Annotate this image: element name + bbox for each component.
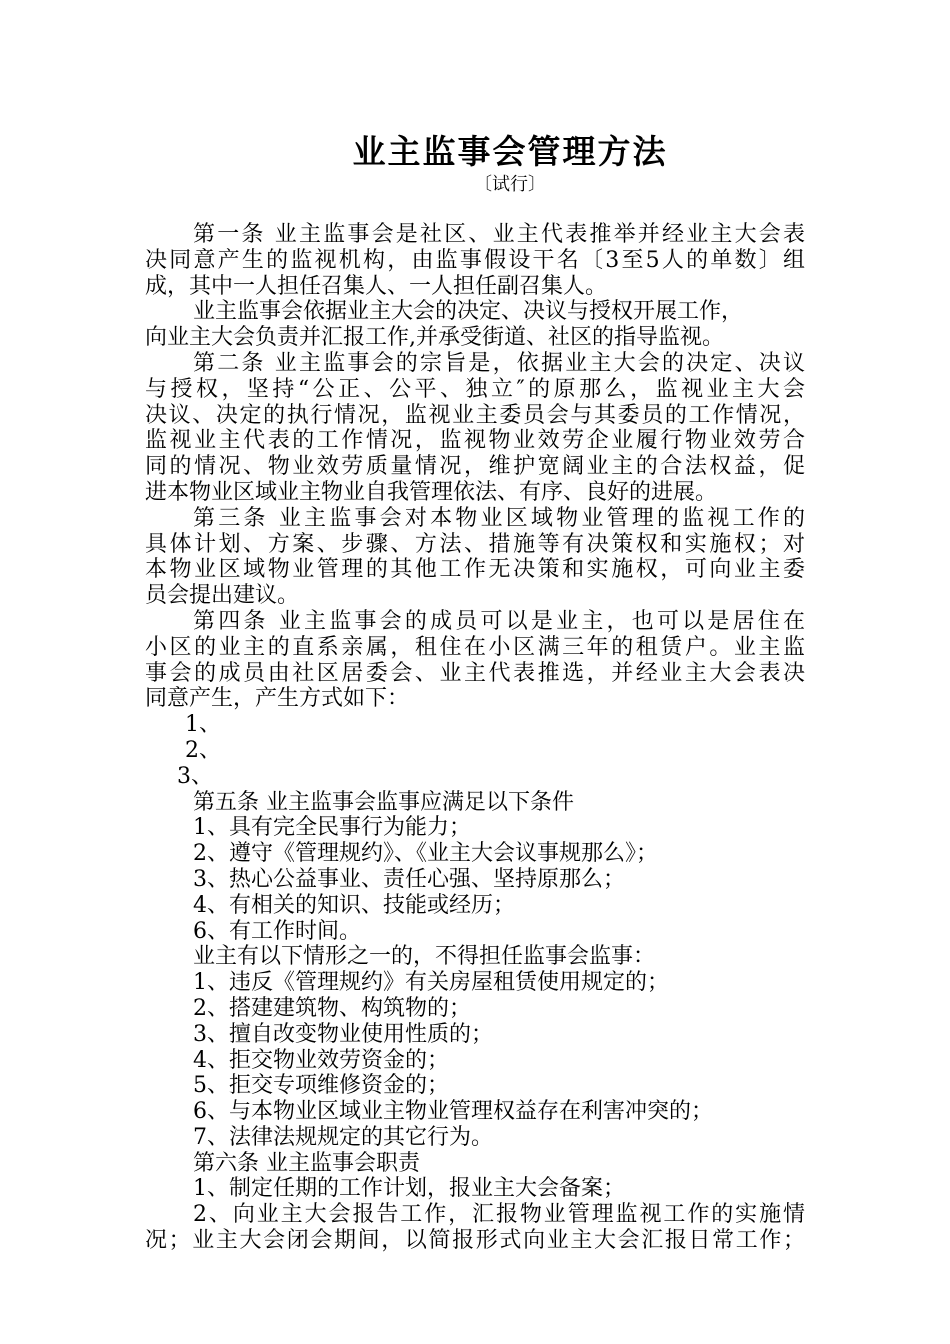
- text-line: 监视业主代表的工作情况，监视物业效劳企业履行物业效劳合: [145, 428, 805, 454]
- text-line: 与授权，坚持“公正、公平、独立″的原那么，监视业主大会: [145, 376, 805, 402]
- text-line: 2、搭建建筑物、构筑物的；: [193, 995, 471, 1021]
- text-line: 业主监事会依据业主大会的决定、决议与授权开展工作，: [193, 299, 744, 325]
- text-line: 1、制定任期的工作计划，报业主大会备案；: [193, 1176, 625, 1202]
- text-line: 小区的业主的直系亲属，租住在小区满三年的租赁户。业主监: [145, 634, 805, 660]
- text-line: 同的情况、物业效劳质量情况，维护宽阔业主的合法权益，促: [145, 454, 805, 480]
- text-line: 第四条 业主监事会的成员可以是业主，也可以是居住在: [193, 608, 805, 634]
- text-line: 本物业区域物业管理的其他工作无决策和实施权，可向业主委: [145, 557, 805, 583]
- text-line: 6、与本物业区域业主物业管理权益存在利害冲突的；: [193, 1099, 713, 1125]
- text-line: 2、向业主大会报告工作，汇报物业管理监视工作的实施情: [193, 1202, 805, 1228]
- text-line: 4、拒交物业效劳资金的；: [193, 1047, 449, 1073]
- text-line: 2、: [185, 737, 221, 763]
- document-body: [145, 222, 805, 1254]
- text-line: 向业主大会负责并汇报工作,并承受街道、社区的指导监视。: [145, 325, 724, 351]
- text-line: 第六条 业主监事会职责: [193, 1150, 420, 1176]
- text-line: 第一条 业主监事会是社区、业主代表推举并经业主大会表: [193, 222, 805, 247]
- text-line: 4、有相关的知识、技能或经历；: [193, 892, 515, 918]
- text-line: 决同意产生的监视机构，由监事假设干名〔3至5人的单数〕组: [145, 247, 805, 273]
- text-line: 具体计划、方案、步骤、方法、措施等有决策权和实施权；对: [145, 531, 805, 557]
- text-line: 1、具有完全民事行为能力；: [193, 815, 471, 841]
- text-line: 5、拒交专项维修资金的；: [193, 1073, 449, 1099]
- text-line: 1、: [185, 712, 221, 738]
- text-line: 3、: [177, 763, 213, 789]
- text-line: 员会提出建议。: [145, 583, 300, 609]
- text-line: 6、有工作时间。: [193, 918, 361, 944]
- text-line: 事会的成员由社区居委会、业主代表推选，并经业主大会表决: [145, 660, 805, 686]
- text-line: 3、热心公益事业、责任心强、坚持原那么；: [193, 866, 625, 892]
- text-line: 第三条 业主监事会对本物业区域物业管理的监视工作的: [193, 505, 805, 531]
- document-title: 业主监事会管理方法: [352, 132, 668, 171]
- text-line: 7、法律法规规定的其它行为。: [193, 1124, 493, 1150]
- text-line: 第二条 业主监事会的宗旨是，依据业主大会的决定、决议: [193, 350, 805, 376]
- text-line: 进本物业区域业主物业自我管理依法、有序、良好的进展。: [145, 479, 718, 505]
- document-subtitle: 〔试行〕: [474, 174, 546, 195]
- text-line: 决议、决定的执行情况，监视业主委员会与其委员的工作情况，: [145, 402, 805, 428]
- text-line: 2、遵守《管理规约》、《业主大会议事规那么》；: [193, 841, 658, 867]
- text-line: 况；业主大会闭会期间，以简报形式向业主大会汇报日常工作；: [145, 1228, 805, 1254]
- text-line: 1、违反《管理规约》有关房屋租赁使用规定的；: [193, 970, 669, 996]
- text-line: 3、擅自改变物业使用性质的；: [193, 1021, 493, 1047]
- text-line: 同意产生，产生方式如下：: [145, 686, 410, 712]
- text-line: 成，其中一人担任召集人、一人担任副召集人。: [145, 273, 608, 299]
- text-line: 第五条 业主监事会监事应满足以下条件: [193, 789, 574, 815]
- text-line: 业主有以下情形之一的，不得担任监事会监事：: [193, 944, 656, 970]
